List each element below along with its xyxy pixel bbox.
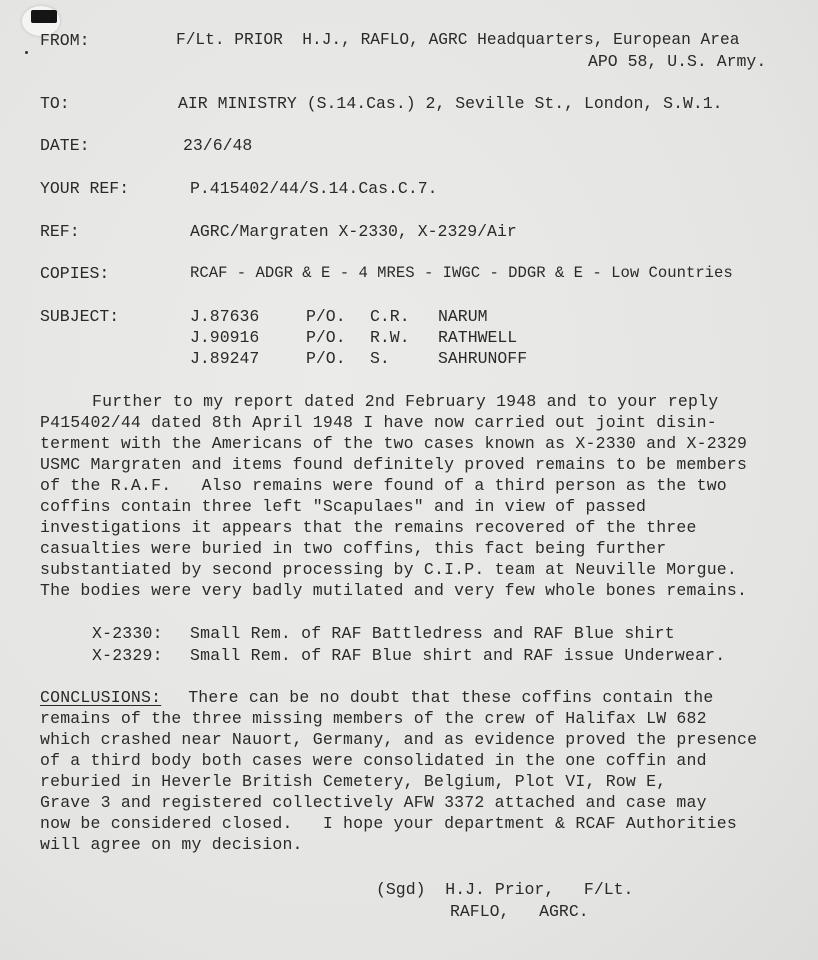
copies-label: COPIES: xyxy=(40,264,110,283)
subject-initials: S. xyxy=(370,349,390,368)
ref-value: AGRC/Margraten X-2330, X-2329/Air xyxy=(190,222,517,241)
subject-rank: P/O. xyxy=(306,328,346,347)
text-line: investigations it appears that the remains recovered of the three xyxy=(40,518,697,537)
subject-surname: SAHRUNOFF xyxy=(438,349,528,368)
date-label: DATE: xyxy=(40,136,90,155)
text-line: USMC Margraten and items found definitely proved remains to be members xyxy=(40,455,748,474)
text-line: terment with the Americans of the two cases known as X-2330 and X-2329 xyxy=(40,434,748,453)
text-line: Further to my report dated 2nd February 1948 and to your reply xyxy=(92,392,719,411)
text-line: now be considered closed. I hope your department & RCAF Authorities xyxy=(40,814,738,833)
text-line: coffins contain three left "Scapulaes" and in view of passed xyxy=(40,497,647,516)
from-label: FROM: xyxy=(40,31,90,50)
text-line: substantiated by second processing by C.I.P. team at Neuville Morgue. xyxy=(40,560,738,579)
text-line: There can be no doubt that these coffins contain the xyxy=(168,688,714,707)
signature-line: (Sgd) H.J. Prior, F/Lt. xyxy=(376,880,634,899)
subject-rank: P/O. xyxy=(306,307,346,326)
conclusions-label: CONCLUSIONS: xyxy=(40,688,162,707)
subject-label: SUBJECT: xyxy=(40,307,120,326)
subject-rank: P/O. xyxy=(306,349,346,368)
subject-initials: R.W. xyxy=(370,328,410,347)
text-line: The bodies were very badly mutilated and very few whole bones remains. xyxy=(40,581,748,600)
text-line: which crashed near Nauort, Germany, and as evidence proved the presence xyxy=(40,730,758,749)
to-value: AIR MINISTRY (S.14.Cas.) 2, Seville St., London, S.W.1. xyxy=(178,94,723,113)
text-line: of a third body both cases were consolidated in the one coffin and xyxy=(40,751,707,770)
ref-label: REF: xyxy=(40,222,80,241)
ink-dot xyxy=(25,51,28,54)
text-line: P415402/44 dated 8th April 1948 I have now carried out joint disin- xyxy=(40,413,717,432)
text-line: remains of the three missing members of the crew of Halifax LW 682 xyxy=(40,709,707,728)
subject-number: J.89247 xyxy=(190,349,260,368)
your-ref-value: P.415402/44/S.14.Cas.C.7. xyxy=(190,179,438,198)
text-line: will agree on my decision. xyxy=(40,835,303,854)
subject-number: J.87636 xyxy=(190,307,260,326)
your-ref-label: YOUR REF: xyxy=(40,179,130,198)
from-value: F/Lt. PRIOR H.J., RAFLO, AGRC Headquarters, European Area xyxy=(176,31,740,49)
signature-unit: RAFLO, AGRC. xyxy=(450,902,589,921)
from-address: APO 58, U.S. Army. xyxy=(588,52,767,71)
date-value: 23/6/48 xyxy=(183,136,253,155)
staple-icon xyxy=(31,10,57,23)
subject-number: J.90916 xyxy=(190,328,260,347)
subject-surname: RATHWELL xyxy=(438,328,518,347)
to-label: TO: xyxy=(40,94,70,113)
text-line: Grave 3 and registered collectively AFW 3372 attached and case may xyxy=(40,793,707,812)
text-line: casualties were buried in two coffins, this fact being further xyxy=(40,539,667,558)
case-desc: Small Rem. of RAF Blue shirt and RAF issue Underwear. xyxy=(190,646,726,665)
subject-surname: NARUM xyxy=(438,307,488,326)
case-id: X-2329: xyxy=(92,646,163,665)
case-id: X-2330: xyxy=(92,624,163,643)
text-line: of the R.A.F. Also remains were found of a third person as the two xyxy=(40,476,727,495)
case-desc: Small Rem. of RAF Battledress and RAF Blue shirt xyxy=(190,624,675,643)
text-line: reburied in Heverle British Cemetery, Belgium, Plot VI, Row E, xyxy=(40,772,667,791)
subject-initials: C.R. xyxy=(370,307,410,326)
copies-value: RCAF - ADGR & E - 4 MRES - IWGC - DDGR & E - Low Countries xyxy=(190,264,733,282)
